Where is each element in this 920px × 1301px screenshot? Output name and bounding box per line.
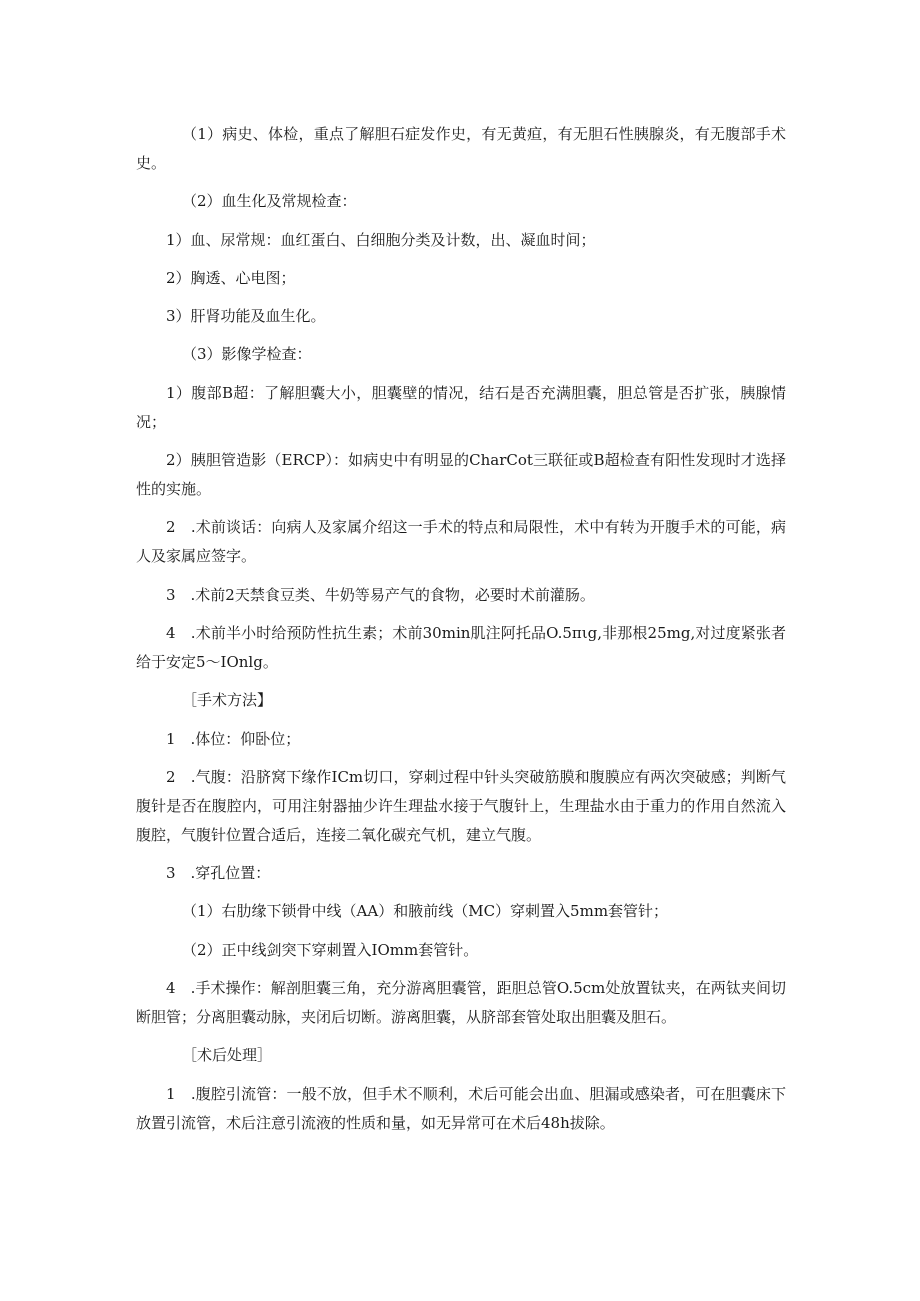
paragraph: （1）病史、体检，重点了解胆石症发作史，有无黄疸，有无胆石性胰腺炎，有无腹部手术史。 [136, 125, 786, 172]
document-body [136, 120, 786, 1147]
paragraph: 3 .穿孔位置： [166, 864, 271, 883]
paragraph: 4 .手术操作：解剖胆囊三角，充分游离胆囊管，距胆总管O.5cm处放置钛夹，在两钛夹间切断胆管；分离胆囊动脉，夹闭后切断。游离胆囊，从脐部套管处取出胆囊及胆石。 [136, 979, 786, 1027]
paragraph: 1）腹部B超：了解胆囊大小，胆囊壁的情况，结石是否充满胆囊，胆总管是否扩张，胰腺情况； [136, 383, 786, 431]
paragraph: （2）血生化及常规检查： [182, 192, 357, 211]
paragraph: ［手术方法】 [182, 691, 273, 710]
paragraph: （1）右肋缘下锁骨中线（AA）和腋前线（MC）穿刺置入5mm套管针； [182, 902, 669, 921]
paragraph: 3 .术前2天禁食豆类、牛奶等易产气的食物，必要时术前灌肠。 [166, 585, 595, 604]
paragraph: （3）影像学检查： [182, 345, 312, 364]
paragraph: 2）胰胆管造影（ERCP）：如病史中有明显的CharCot三联征或B超检查有阳性发现时才选择性的实施。 [136, 451, 786, 499]
paragraph: 1 .体位：仰卧位； [166, 729, 301, 748]
paragraph: 2）胸透、心电图； [166, 268, 296, 287]
paragraph: 1 .腹腔引流管：一般不放，但手术不顺利，术后可能会出血、胆漏或感染者，可在胆囊床下放置引流管，术后注意引流液的性质和量，如无异常可在术后48h拔除。 [136, 1084, 786, 1132]
paragraph: 1）血、尿常规：血红蛋白、白细胞分类及计数，出、凝血时间； [166, 230, 596, 249]
paragraph: 2 .术前谈话：向病人及家属介绍这一手术的特点和局限性，术中有转为开腹手术的可能，病人及家属应签字。 [136, 518, 786, 566]
paragraph: 4 .术前半小时给预防性抗生素；术前30min肌注阿托品O.5πιg,非那根25mg,对过度紧张者给于安定5～IOnlg。 [136, 623, 786, 671]
paragraph: ［术后处理］ [182, 1046, 273, 1065]
paragraph: 3）肝肾功能及血生化。 [166, 307, 326, 326]
paragraph: 2 .气腹：沿脐窝下缘作ICm切口，穿刺过程中针头突破筋膜和腹膜应有两次突破感；判断气腹针是否在腹腔内，可用注射器抽少许生理盐水接于气腹针上，生理盐水由于重力的作用自然流入腹腔，气腹针位置合适后，连接二氧化碳充气机，建立气腹。 [136, 767, 786, 844]
paragraph: （2）正中线剑突下穿刺置入IOmm套管针。 [182, 940, 479, 959]
